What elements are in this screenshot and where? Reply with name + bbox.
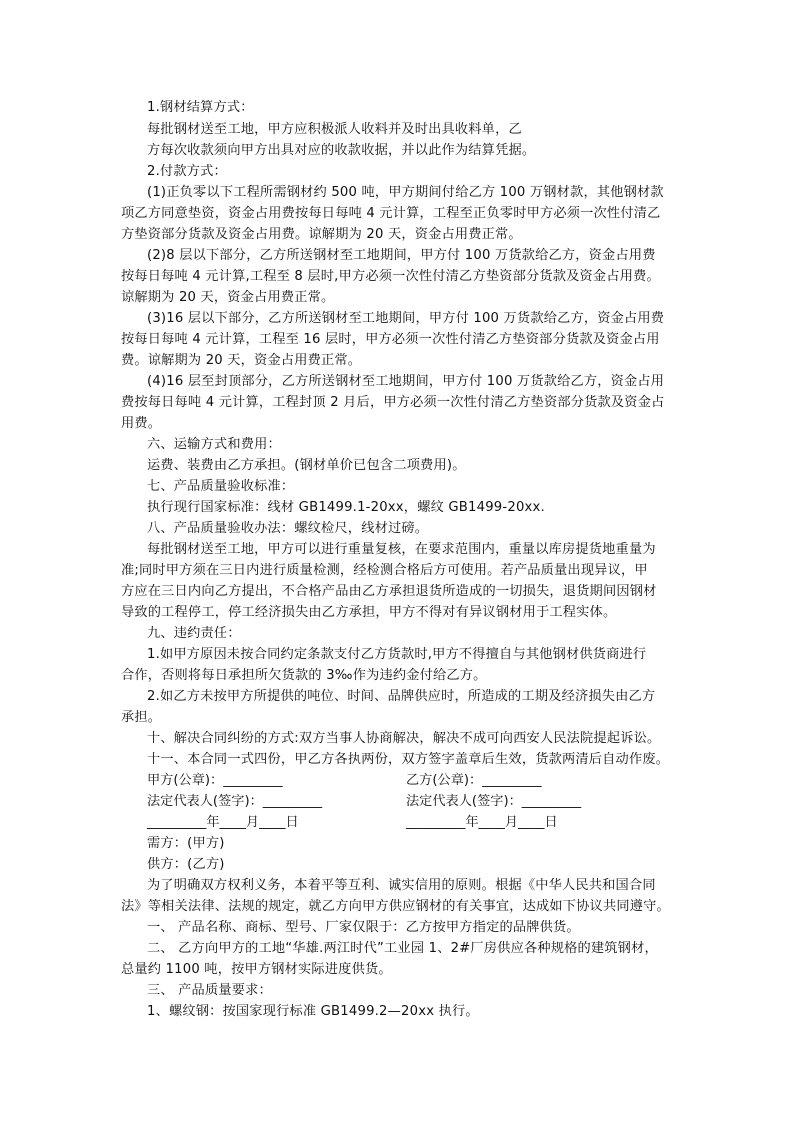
- text-line: 按每日每吨 4 元计算,工程至 8 层时,甲方必须一次性付清乙方垫资部分货款及资金占用费。: [121, 269, 660, 284]
- section-heading: 三、 产品质量要求：: [147, 983, 272, 998]
- party-b-date-field: _________年____月____日: [406, 815, 558, 830]
- text-line: 谅解期为 20 天，资金占用费正常。: [121, 290, 335, 305]
- text-line: 按每日每吨 4 元计算，工程至 16 层时，甲方必须一次性付清乙方垫资部分货款及资金占用: [121, 332, 660, 347]
- section-heading: 八、产品质量验收办法：螺纹检尺，线材过磅。: [147, 521, 429, 536]
- text-line: 费按每日每吨 4 元计算，工程封顶 2 月后，甲方必须一次性付清乙方垫资部分货款及资金占: [121, 395, 665, 410]
- section-heading: 九、违约责任：: [147, 626, 241, 641]
- text-line: 需方：(甲方): [147, 836, 225, 851]
- text-line: (3)16 层以下部分，乙方所送钢材至工地期间，甲方付 100 万货款给乙方，资金占用费: [147, 311, 665, 326]
- text-line: 法》等相关法律、法规的规定，就乙方向甲方供应钢材的有关事宜，达成如下协议共同遵守。: [121, 899, 670, 914]
- text-line: 合作，否则将每日承担所欠货款的 3‰作为违约金付给乙方。: [121, 668, 487, 683]
- text-line: 方应在三日内向乙方提出，不合格产品由乙方承担退货所造成的一切损失，退货期间因钢材: [121, 584, 657, 599]
- section-heading: 七、产品质量验收标准：: [147, 479, 295, 494]
- text-line: 2.付款方式：: [147, 164, 227, 179]
- section-heading: 六、运输方式和费用：: [147, 437, 281, 452]
- text-line: 2.如乙方未按甲方所提供的吨位、时间、品牌供应时，所造成的工期及经济损失由乙方: [147, 689, 656, 704]
- party-a-seal-field: 甲方(公章)：_________: [147, 773, 283, 788]
- party-a-rep-field: 法定代表人(签字)：_________: [147, 794, 323, 809]
- text-line: 每批钢材送至工地，甲方应积极派人收料并及时出具收料单，乙: [147, 122, 522, 137]
- party-b-seal-field: 乙方(公章)：_________: [406, 773, 542, 788]
- text-line: 供方：(乙方): [147, 857, 225, 872]
- text-line: 一、 产品名称、商标、型号、厂家仅限于：乙方按甲方指定的品牌供货。: [147, 920, 580, 935]
- text-line: 1.钢材结算方式：: [147, 100, 254, 115]
- text-line: 承担。: [121, 710, 162, 725]
- text-line: 执行现行国家标准：线材 GB1499.1-20xx，螺纹 GB1499-20xx.: [147, 500, 545, 515]
- text-line: 方垫资部分货款及资金占用费。谅解期为 20 天，资金占用费正常。: [121, 227, 522, 242]
- text-line: 费。谅解期为 20 天，资金占用费正常。: [121, 353, 362, 368]
- text-line: 二、 乙方向甲方的工地“华雄.两江时代”工业园 1、2#厂房供应各种规格的建筑钢材，: [147, 941, 658, 956]
- text-line: 十一、本合同一式四份，甲乙方各执两份，双方签字盖章后生效，货款两清后自动作废。: [147, 752, 670, 767]
- text-line: 每批钢材送至工地，甲方可以进行重量复核，在要求范围内，重量以库房提货地重量为: [147, 542, 656, 557]
- text-line: 用费。: [121, 416, 162, 431]
- text-line: 1.如甲方原因未按合同约定条款支付乙方货款时,甲方不得擅自与其他钢材供货商进行: [147, 647, 647, 662]
- text-line: 运费、装费由乙方承担。(钢材单价已包含二项费用)。: [147, 458, 466, 473]
- text-line: (2)8 层以下部分，乙方所送钢材至工地期间，甲方付 100 万货款给乙方，资金占用费: [147, 248, 656, 263]
- text-line: (4)16 层至封顶部分，乙方所送钢材至工地期间，甲方付 100 万货款给乙方，资金占用: [147, 374, 665, 389]
- text-line: 总量约 1100 吨，按甲方钢材实际进度供货。: [121, 962, 392, 977]
- text-line: 方每次收款须向甲方出具对应的收款收据，并以此作为结算凭据。: [147, 143, 536, 158]
- text-line: 1、螺纹钢：按国家现行标准 GB1499.2—20xx 执行。: [147, 1004, 479, 1019]
- text-line: 导致的工程停工，停工经济损失由乙方承担，甲方不得对有异议钢材用于工程实体。: [121, 605, 617, 620]
- text-line: 十、解决合同纠纷的方式:双方当事人协商解决，解决不成可向西安人民法院提起诉讼。: [147, 731, 661, 746]
- party-a-date-field: _________年____月____日: [147, 815, 299, 830]
- text-line: 准;同时甲方须在三日内进行质量检测，经检测合格后方可使用。若产品质量出现异议，甲: [121, 563, 648, 578]
- text-line: 项乙方同意垫资，资金占用费按每日每吨 4 元计算，工程至正负零时甲方必须一次性付清乙: [121, 206, 661, 221]
- party-b-rep-field: 法定代表人(签字)：_________: [406, 794, 582, 809]
- text-line: 为了明确双方权利义务，本着平等互利、诚实信用的原则。根据《中华人民共和国合同: [147, 878, 656, 893]
- text-line: (1)正负零以下工程所需钢材约 500 吨，甲方期间付给乙方 100 万钢材款，其他钢材款: [147, 185, 664, 200]
